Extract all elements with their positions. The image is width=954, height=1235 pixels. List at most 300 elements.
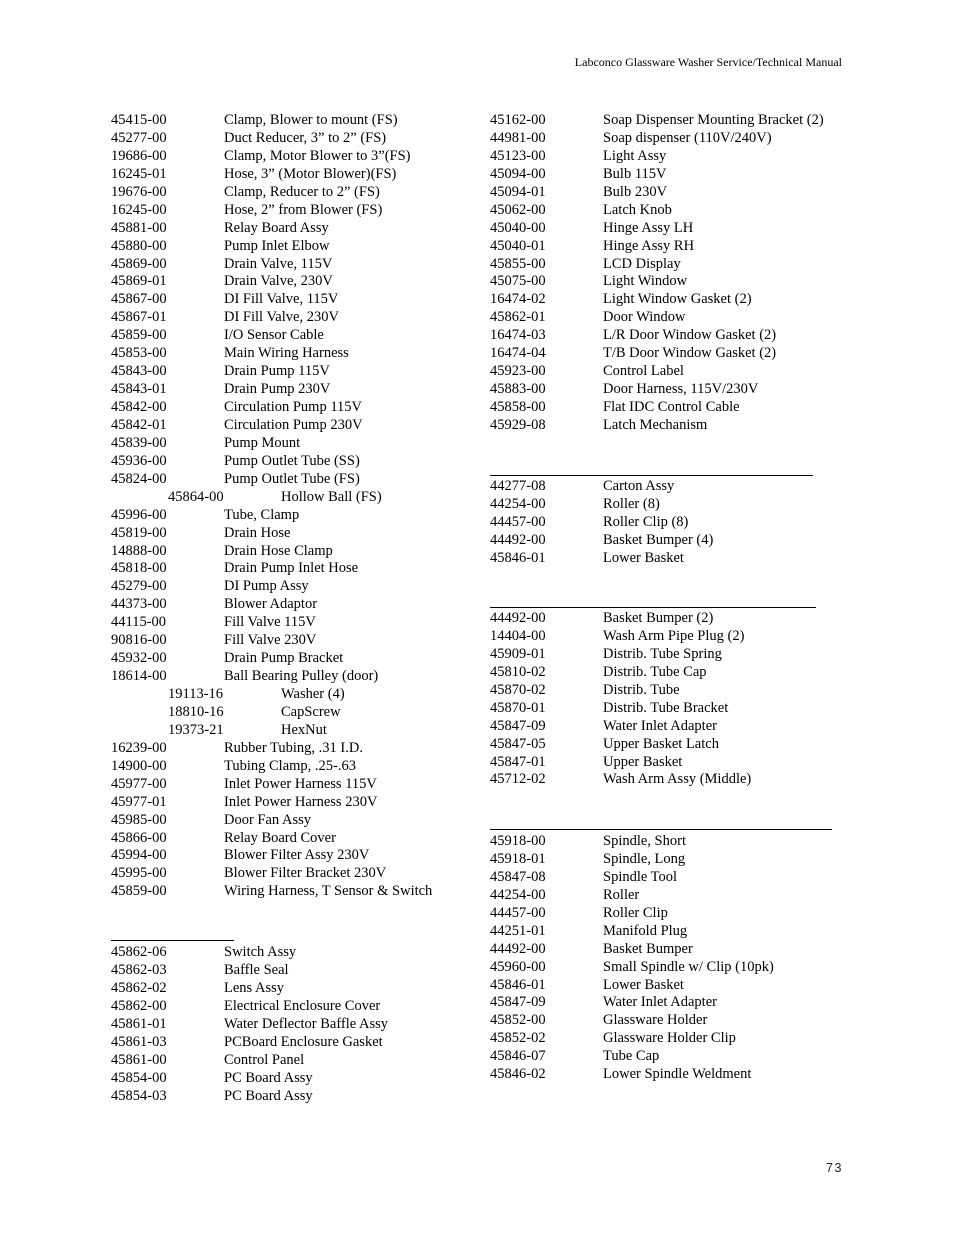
part-row: [111, 865, 432, 883]
part-row: [111, 998, 388, 1016]
part-number: 45842-00: [111, 399, 167, 415]
part-description: Lower Spindle Weldment: [603, 1066, 752, 1083]
part-row: [490, 682, 751, 700]
part-row: [111, 543, 432, 561]
part-row: [490, 130, 824, 148]
part-number: 44254-00: [490, 886, 546, 903]
part-row: [111, 363, 432, 381]
part-number: 45853-00: [111, 345, 167, 362]
part-number: 45847-08: [490, 868, 546, 885]
part-number: 44492-00: [490, 940, 546, 957]
part-row: [111, 435, 432, 453]
part-description: Washer (4): [281, 686, 345, 702]
part-description: Pump Outlet Tube (SS): [224, 452, 360, 469]
part-row: [490, 345, 824, 363]
part-description: Flat IDC Control Cable: [603, 399, 740, 415]
part-description: Tubing Clamp, .25-.63: [224, 757, 356, 774]
part-description: Duct Reducer, 3” to 2” (FS): [224, 129, 387, 146]
part-number: 45861-03: [111, 1033, 167, 1050]
part-number: 45843-00: [111, 363, 167, 380]
part-row: [111, 309, 432, 327]
part-row: [111, 256, 432, 274]
part-description: Hose, 2” from Blower (FS): [224, 201, 383, 218]
part-description: PCBoard Enclosure Gasket: [224, 1033, 383, 1050]
part-row: [111, 238, 432, 256]
part-number: 45869-00: [111, 255, 167, 272]
part-number: 14404-00: [490, 627, 546, 644]
part-description: Water Deflector Baffle Assy: [224, 1015, 389, 1032]
part-number: 45824-00: [111, 470, 167, 487]
part-row: [111, 596, 432, 614]
part-row: [490, 754, 751, 772]
part-row: [111, 578, 432, 596]
part-row: [111, 794, 432, 812]
part-description: Drain Hose: [224, 524, 291, 541]
part-row: [111, 273, 432, 291]
part-description: Latch Mechanism: [603, 416, 708, 433]
part-description: Manifold Plug: [603, 922, 688, 939]
part-description: Door Window: [603, 309, 686, 326]
part-number: 45847-01: [490, 753, 546, 770]
part-number: 45862-01: [490, 309, 546, 326]
part-row: [111, 686, 432, 704]
part-row: [111, 525, 432, 543]
part-description: Carton Assy: [603, 478, 675, 494]
part-number: 19676-00: [111, 183, 167, 200]
part-row: [490, 887, 774, 905]
part-description: Light Window: [603, 273, 688, 290]
part-description: Lower Basket: [603, 549, 684, 566]
part-row: [111, 704, 432, 722]
part-number: 19373-21: [168, 721, 224, 738]
parts-list-left-main: [111, 112, 432, 901]
part-number: 45918-01: [490, 850, 546, 867]
part-row: [490, 977, 774, 995]
part-description: Soap Dispenser Mounting Bracket (2): [603, 112, 824, 128]
part-description: Bulb 230V: [603, 183, 668, 200]
part-number: 18614-00: [111, 668, 167, 685]
part-number: 14888-00: [111, 542, 167, 559]
part-row: [111, 148, 432, 166]
part-number: 44115-00: [111, 614, 167, 631]
part-number: 45040-00: [490, 219, 546, 236]
part-row: [490, 1030, 774, 1048]
part-description: Bulb 115V: [603, 165, 667, 182]
part-row: [490, 869, 774, 887]
part-number: 45040-01: [490, 237, 546, 254]
part-description: Roller: [603, 886, 640, 903]
part-row: [111, 668, 432, 686]
part-number: 16474-04: [490, 345, 546, 362]
part-description: Wash Arm Pipe Plug (2): [603, 627, 745, 644]
part-row: [490, 718, 751, 736]
part-row: [490, 532, 713, 550]
part-row: [111, 345, 432, 363]
section-divider: [490, 475, 813, 476]
part-number: 45858-00: [490, 399, 546, 415]
part-row: [111, 980, 388, 998]
part-description: Fill Valve 115V: [224, 614, 316, 631]
part-description: Door Fan Assy: [224, 811, 312, 828]
part-description: Blower Filter Bracket 230V: [224, 865, 387, 882]
part-description: Control Panel: [224, 1051, 305, 1068]
part-number: 45810-02: [490, 663, 546, 680]
running-header: Labconco Glassware Washer Service/Technical Manual: [574, 55, 842, 69]
part-row: [490, 923, 774, 941]
part-description: Lens Assy: [224, 979, 285, 996]
part-description: Main Wiring Harness: [224, 345, 349, 362]
part-description: Distrib. Tube Cap: [603, 663, 707, 680]
parts-list-left-electrical: [111, 944, 388, 1105]
part-description: Blower Filter Assy 230V: [224, 847, 370, 864]
part-description: Fill Valve 230V: [224, 632, 317, 649]
part-row: [490, 309, 824, 327]
part-number: 45862-02: [111, 979, 167, 996]
parts-list-right-door: [490, 112, 824, 435]
part-number: 45847-09: [490, 717, 546, 734]
part-row: [490, 496, 713, 514]
part-description: Soap dispenser (110V/240V): [603, 129, 772, 146]
part-row: [111, 560, 432, 578]
part-description: Blower Adaptor: [224, 596, 318, 613]
part-number: 45846-01: [490, 549, 546, 566]
part-description: Drain Pump Bracket: [224, 650, 344, 667]
part-row: [111, 962, 388, 980]
part-number: 45847-09: [490, 994, 546, 1011]
part-number: 14900-00: [111, 757, 167, 774]
part-row: [111, 381, 432, 399]
part-number: 45854-03: [111, 1087, 167, 1104]
part-description: Circulation Pump 115V: [224, 399, 363, 415]
part-description: HexNut: [281, 721, 327, 738]
part-description: Latch Knob: [603, 201, 672, 218]
part-description: Distrib. Tube: [603, 681, 680, 698]
part-number: 18810-16: [168, 703, 224, 720]
part-number: 45839-00: [111, 434, 167, 451]
part-row: [111, 202, 432, 220]
part-number: 45075-00: [490, 273, 546, 290]
part-row: [490, 399, 824, 417]
part-number: 45996-00: [111, 506, 167, 523]
part-description: Light Window Gasket (2): [603, 291, 752, 308]
part-row: [111, 776, 432, 794]
part-number: 45862-00: [111, 997, 167, 1014]
part-description: Drain Valve, 230V: [224, 273, 333, 290]
part-row: [111, 399, 432, 417]
part-description: Wash Arm Assy (Middle): [603, 771, 752, 788]
part-description: Circulation Pump 230V: [224, 416, 363, 433]
part-description: Spindle, Long: [603, 850, 686, 867]
part-row: [490, 184, 824, 202]
part-description: Electrical Enclosure Cover: [224, 997, 381, 1014]
part-description: Hollow Ball (FS): [281, 488, 382, 505]
part-number: 16474-02: [490, 291, 546, 308]
parts-list-right-carton: [490, 478, 713, 568]
part-row: [111, 758, 432, 776]
section-divider: [490, 829, 832, 830]
part-description: Drain Pump Inlet Hose: [224, 560, 359, 577]
part-number: 44373-00: [111, 596, 167, 613]
part-number: 45123-00: [490, 147, 546, 164]
page-number: 73: [826, 1161, 843, 1175]
part-description: Control Label: [603, 363, 684, 380]
part-number: 45867-01: [111, 309, 167, 326]
part-row: [490, 771, 751, 789]
part-number: 44457-00: [490, 513, 546, 530]
part-row: [490, 941, 774, 959]
part-description: Baffle Seal: [224, 961, 289, 978]
part-row: [490, 478, 713, 496]
part-description: Switch Assy: [224, 944, 297, 960]
part-row: [490, 112, 824, 130]
part-number: 45842-01: [111, 416, 167, 433]
part-description: Roller (8): [603, 495, 660, 512]
part-description: Inlet Power Harness 115V: [224, 775, 377, 792]
part-description: PC Board Assy: [224, 1087, 313, 1104]
part-description: Drain Pump 115V: [224, 363, 330, 380]
part-description: Pump Outlet Tube (FS): [224, 470, 360, 487]
part-number: 45846-01: [490, 976, 546, 993]
part-number: 45062-00: [490, 201, 546, 218]
part-description: Roller Clip: [603, 904, 668, 921]
part-description: Spindle Tool: [603, 868, 678, 885]
part-row: [111, 1070, 388, 1088]
part-description: L/R Door Window Gasket (2): [603, 327, 777, 344]
part-number: 45094-01: [490, 183, 546, 200]
part-row: [490, 238, 824, 256]
part-row: [490, 700, 751, 718]
part-number: 45415-00: [111, 112, 167, 128]
part-description: Distrib. Tube Spring: [603, 645, 722, 662]
part-number: 45929-08: [490, 416, 546, 433]
part-description: Drain Hose Clamp: [224, 542, 333, 559]
part-number: 45881-00: [111, 219, 167, 236]
part-row: [111, 489, 432, 507]
part-number: 44492-00: [490, 531, 546, 548]
section-divider: [490, 607, 816, 608]
part-description: PC Board Assy: [224, 1069, 313, 1086]
part-row: [490, 417, 824, 435]
part-number: 45866-00: [111, 829, 167, 846]
part-row: [111, 830, 432, 848]
part-description: T/B Door Window Gasket (2): [603, 345, 777, 362]
part-row: [490, 550, 713, 568]
part-row: [490, 291, 824, 309]
section-divider: [111, 940, 234, 941]
part-row: [111, 883, 432, 901]
part-description: Hose, 3” (Motor Blower)(FS): [224, 165, 397, 182]
part-row: [490, 514, 713, 532]
parts-list-right-spindle: [490, 833, 774, 1084]
part-row: [111, 471, 432, 489]
part-number: 45712-02: [490, 771, 546, 788]
part-number: 90816-00: [111, 632, 167, 649]
part-number: 45995-00: [111, 865, 167, 882]
part-number: 45861-01: [111, 1015, 167, 1032]
part-number: 45162-00: [490, 112, 546, 128]
part-description: Hinge Assy RH: [603, 237, 695, 254]
part-number: 45818-00: [111, 560, 167, 577]
part-row: [111, 740, 432, 758]
part-number: 45094-00: [490, 165, 546, 182]
part-row: [490, 994, 774, 1012]
part-description: Clamp, Reducer to 2” (FS): [224, 183, 380, 200]
part-description: Distrib. Tube Bracket: [603, 699, 729, 716]
part-description: CapScrew: [281, 703, 341, 720]
part-description: Tube Cap: [603, 1048, 660, 1065]
part-number: 45883-00: [490, 381, 546, 398]
part-row: [490, 327, 824, 345]
part-number: 45994-00: [111, 847, 167, 864]
part-number: 44277-08: [490, 478, 546, 494]
part-number: 16245-01: [111, 165, 167, 182]
part-number: 45870-01: [490, 699, 546, 716]
part-number: 44251-01: [490, 922, 546, 939]
part-number: 45923-00: [490, 363, 546, 380]
part-number: 45862-03: [111, 961, 167, 978]
part-description: Basket Bumper (4): [603, 531, 714, 548]
part-row: [490, 1012, 774, 1030]
part-row: [490, 363, 824, 381]
part-description: Small Spindle w/ Clip (10pk): [603, 958, 774, 975]
part-row: [490, 256, 824, 274]
part-row: [111, 1016, 388, 1034]
part-number: 45847-05: [490, 735, 546, 752]
part-description: Basket Bumper (2): [603, 610, 714, 626]
part-number: 45843-01: [111, 381, 167, 398]
part-number: 19686-00: [111, 147, 167, 164]
part-row: [111, 1052, 388, 1070]
part-number: 45869-01: [111, 273, 167, 290]
part-number: 45977-01: [111, 793, 167, 810]
part-number: 45819-00: [111, 524, 167, 541]
part-number: 45852-02: [490, 1030, 546, 1047]
part-number: 45867-00: [111, 291, 167, 308]
part-row: [111, 650, 432, 668]
part-row: [111, 453, 432, 471]
part-row: [490, 833, 774, 851]
part-number: 45846-02: [490, 1066, 546, 1083]
part-row: [490, 959, 774, 977]
part-description: Ball Bearing Pulley (door): [224, 668, 379, 685]
part-description: DI Fill Valve, 115V: [224, 291, 339, 308]
part-number: 45864-00: [168, 488, 224, 505]
part-row: [490, 273, 824, 291]
part-description: Drain Pump 230V: [224, 381, 331, 398]
part-row: [111, 507, 432, 525]
part-row: [111, 327, 432, 345]
part-row: [111, 847, 432, 865]
part-number: 45909-01: [490, 645, 546, 662]
part-row: [111, 291, 432, 309]
part-row: [490, 664, 751, 682]
part-number: 45277-00: [111, 129, 167, 146]
part-number: 45855-00: [490, 255, 546, 272]
part-row: [111, 417, 432, 435]
part-number: 44254-00: [490, 495, 546, 512]
part-description: Relay Board Assy: [224, 219, 329, 236]
part-number: 16239-00: [111, 739, 167, 756]
part-description: Drain Valve, 115V: [224, 255, 333, 272]
part-description: I/O Sensor Cable: [224, 327, 324, 344]
part-description: Glassware Holder: [603, 1012, 708, 1029]
part-number: 44492-00: [490, 610, 546, 626]
part-number: 45936-00: [111, 452, 167, 469]
part-description: Water Inlet Adapter: [603, 717, 717, 734]
part-description: Wiring Harness, T Sensor & Switch: [224, 883, 433, 900]
part-row: [111, 1034, 388, 1052]
part-row: [490, 905, 774, 923]
part-row: [490, 646, 751, 664]
part-description: Tube, Clamp: [224, 506, 300, 523]
part-row: [490, 148, 824, 166]
part-row: [111, 944, 388, 962]
part-row: [490, 1048, 774, 1066]
part-number: 45846-07: [490, 1048, 546, 1065]
part-row: [490, 381, 824, 399]
part-number: 45932-00: [111, 650, 167, 667]
part-description: Glassware Holder Clip: [603, 1030, 736, 1047]
part-row: [490, 166, 824, 184]
part-description: Hinge Assy LH: [603, 219, 694, 236]
part-row: [490, 1066, 774, 1084]
part-number: 45854-00: [111, 1069, 167, 1086]
part-description: Water Inlet Adapter: [603, 994, 717, 1011]
part-description: Basket Bumper: [603, 940, 693, 957]
part-row: [490, 202, 824, 220]
part-description: Clamp, Blower to mount (FS): [224, 112, 398, 128]
part-row: [111, 112, 432, 130]
part-number: 16474-03: [490, 327, 546, 344]
part-description: Light Assy: [603, 147, 667, 164]
part-description: Clamp, Motor Blower to 3”(FS): [224, 147, 411, 164]
part-description: Pump Mount: [224, 434, 301, 451]
part-description: Inlet Power Harness 230V: [224, 793, 378, 810]
part-row: [111, 632, 432, 650]
part-number: 45861-00: [111, 1051, 167, 1068]
part-description: Relay Board Cover: [224, 829, 336, 846]
part-description: DI Fill Valve, 230V: [224, 309, 339, 326]
part-description: Upper Basket: [603, 753, 683, 770]
part-number: 45960-00: [490, 958, 546, 975]
part-row: [111, 614, 432, 632]
part-description: Roller Clip (8): [603, 513, 689, 530]
part-number: 45862-06: [111, 944, 167, 960]
part-description: Rubber Tubing, .31 I.D.: [224, 739, 363, 756]
part-row: [111, 130, 432, 148]
part-row: [490, 736, 751, 754]
part-description: Door Harness, 115V/230V: [603, 381, 759, 398]
part-number: 45977-00: [111, 775, 167, 792]
part-number: 45859-00: [111, 883, 167, 900]
part-row: [490, 628, 751, 646]
part-number: 44457-00: [490, 904, 546, 921]
part-number: 45279-00: [111, 578, 167, 595]
part-number: 16245-00: [111, 201, 167, 218]
part-number: 45985-00: [111, 811, 167, 828]
part-description: Upper Basket Latch: [603, 735, 719, 752]
part-number: 45880-00: [111, 237, 167, 254]
part-number: 45870-02: [490, 681, 546, 698]
part-number: 45852-00: [490, 1012, 546, 1029]
part-row: [111, 166, 432, 184]
part-row: [490, 220, 824, 238]
part-description: Lower Basket: [603, 976, 684, 993]
part-row: [111, 812, 432, 830]
part-description: Spindle, Short: [603, 833, 686, 849]
part-number: 44981-00: [490, 129, 546, 146]
part-number: 45859-00: [111, 327, 167, 344]
